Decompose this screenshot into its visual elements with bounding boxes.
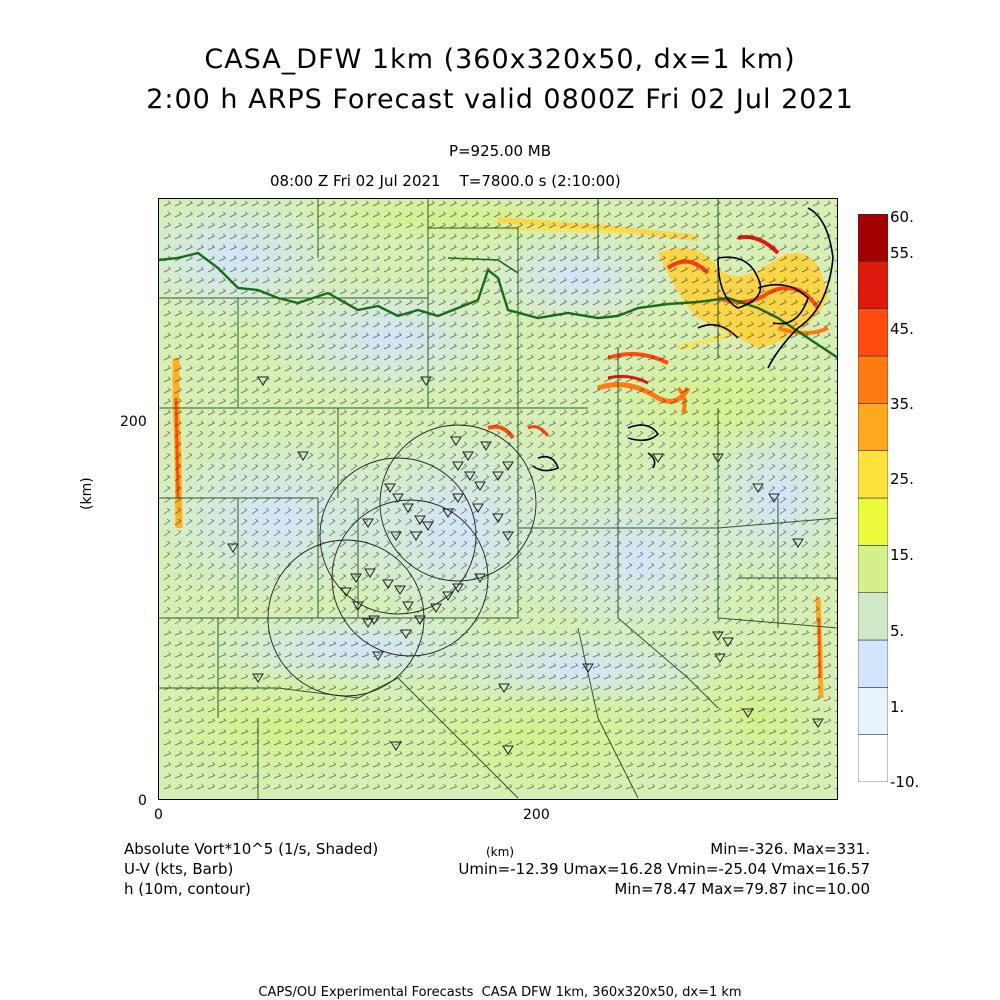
colorbar [858, 214, 888, 782]
colorbar-segment [858, 498, 888, 545]
colorbar-segment [858, 451, 888, 498]
colorbar-segment [858, 261, 888, 308]
y-tick-200: 200 [120, 414, 147, 430]
valid-time: 08:00 Z Fri 02 Jul 2021 T=7800.0 s (2:10:00) [270, 172, 621, 190]
legend-minmax-height: Min=78.47 Max=79.87 inc=10.00 [614, 880, 870, 898]
colorbar-segment [858, 214, 888, 261]
title-line-2: 2:00 h ARPS Forecast valid 0800Z Fri 02 Jul 2021 [146, 84, 854, 115]
y-axis-label: (km) [79, 477, 95, 510]
x-tick-0: 0 [154, 807, 163, 823]
colorbar-segment [858, 640, 888, 687]
legend-field-height: h (10m, contour) [124, 880, 251, 898]
legend-minmax-wind: Umin=-12.39 Umax=16.28 Vmin=-25.04 Vmax=16.57 [458, 860, 870, 878]
colorbar-segment [858, 403, 888, 450]
footer-credit: CAPS/OU Experimental Forecasts CASA DFW 1km, 360x320x50, dx=1 km [258, 985, 742, 1000]
colorbar-segment [858, 593, 888, 640]
title-line-1: CASA_DFW 1km (360x320x50, dx=1 km) [204, 44, 796, 75]
colorbar-label: 5. [890, 622, 905, 640]
colorbar-segment [858, 545, 888, 592]
colorbar-segment [858, 356, 888, 403]
x-tick-200: 200 [523, 807, 550, 823]
legend-minmax-vorticity: Min=-326. Max=331. [710, 840, 870, 858]
legend-field-vorticity: Absolute Vort*10^5 (1/s, Shaded) [124, 840, 379, 858]
colorbar-label: 1. [890, 698, 905, 716]
x-axis-label: (km) [486, 845, 515, 859]
colorbar-label: 60. [890, 208, 914, 226]
pressure-level: P=925.00 MB [448, 142, 552, 160]
colorbar-label: 25. [890, 470, 914, 488]
colorbar-label: 55. [890, 244, 914, 262]
colorbar-segment [858, 735, 888, 782]
y-tick-0: 0 [138, 793, 147, 809]
colorbar-label: 35. [890, 395, 914, 413]
colorbar-segment [858, 309, 888, 356]
colorbar-segment [858, 687, 888, 734]
legend-field-wind: U-V (kts, Barb) [124, 860, 234, 878]
colorbar-label: 15. [890, 546, 914, 564]
colorbar-label: -10. [890, 773, 920, 791]
forecast-map [158, 198, 838, 800]
colorbar-label: 45. [890, 320, 914, 338]
